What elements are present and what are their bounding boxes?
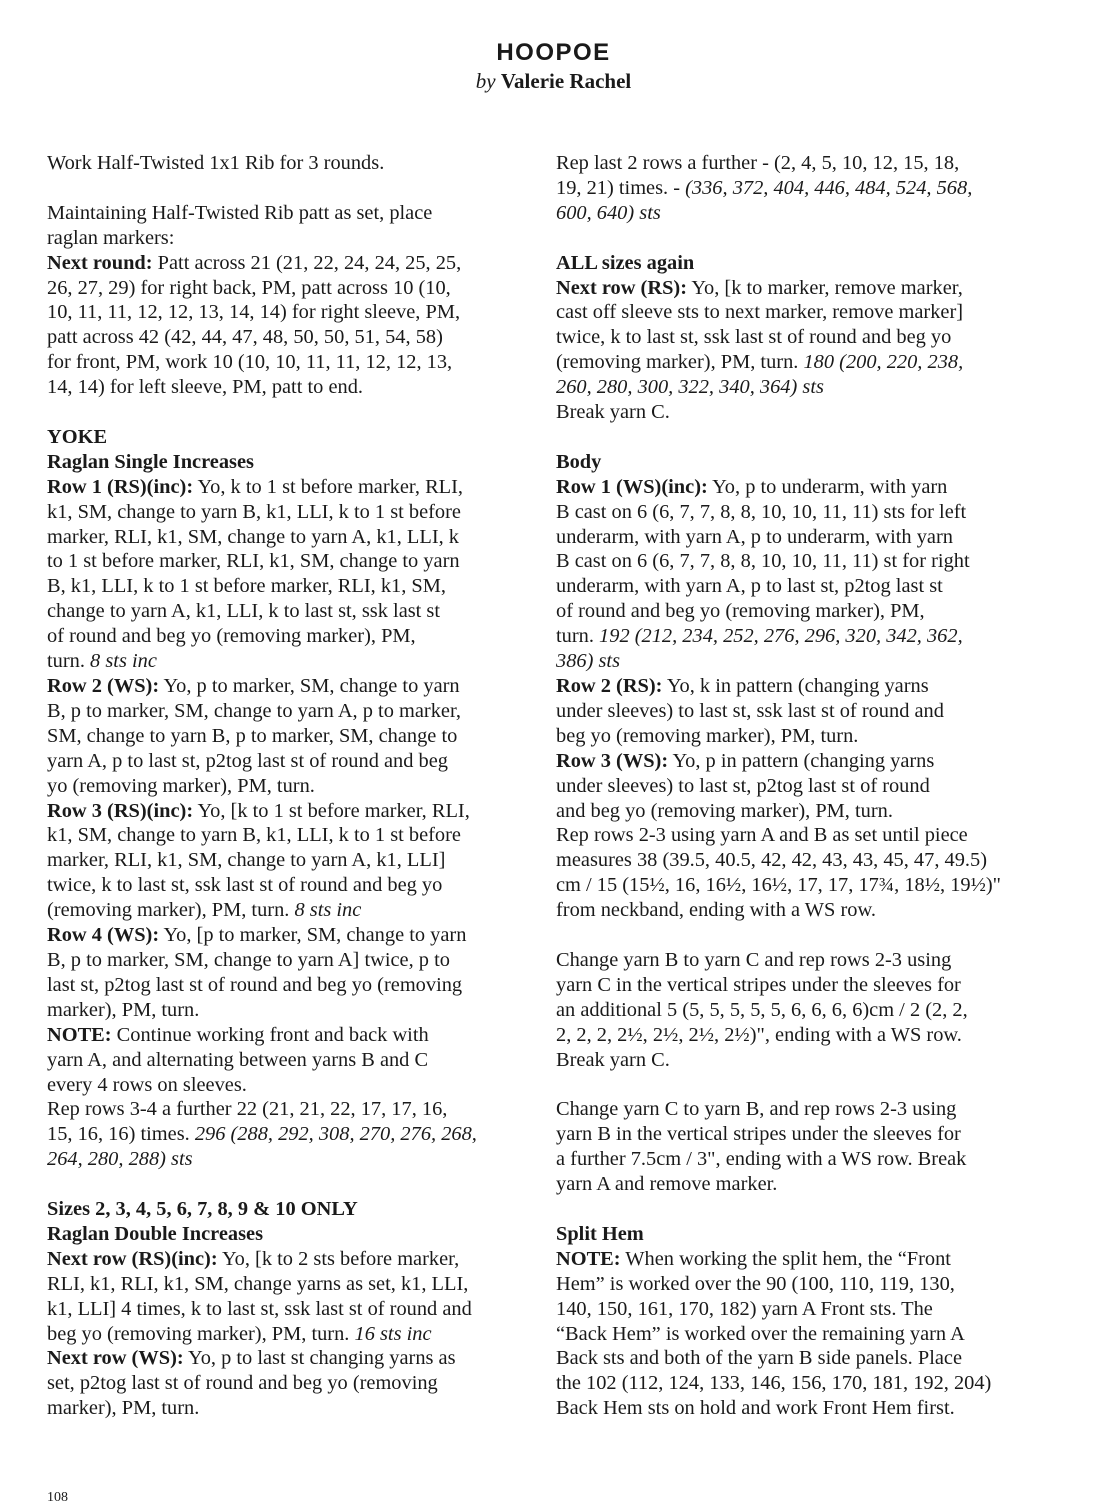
text-line	[47, 1346, 535, 1371]
text-line	[47, 649, 535, 674]
right-column	[556, 151, 1046, 1421]
rib-instruction	[47, 151, 535, 176]
row-text: Patt across 21 (21, 22, 24, 24, 25, 25,	[152, 251, 462, 274]
text-line: beg yo (removing marker), PM, turn.	[556, 724, 859, 747]
stitch-count: 296 (288, 292, 308, 270, 276, 268,	[194, 1123, 477, 1146]
text-line: Break yarn C.	[556, 401, 670, 424]
text-line: under sleeves) to last st, ssk last st of round and	[556, 699, 944, 722]
row-label: Next row (RS)(inc):	[47, 1247, 218, 1270]
row-text: Yo, p to underarm, with yarn	[707, 475, 948, 498]
text-line: Rep last 2 rows a further - (2, 4, 5, 10, 12, 15, 18,	[556, 152, 960, 174]
text-line	[47, 898, 535, 923]
section-heading: Sizes 2, 3, 4, 5, 6, 7, 8, 9 & 10 ONLY	[47, 1198, 358, 1221]
text-line: raglan markers:	[47, 226, 175, 249]
text-line: of round and beg yo (removing marker), PM,	[556, 600, 925, 623]
text-line: patt across 42 (42, 44, 47, 48, 50, 50, 51, 54, 58)	[47, 326, 443, 349]
text-line: a further 7.5cm / 3", ending with a WS row. Break	[556, 1148, 967, 1171]
text-line	[556, 475, 1046, 500]
row-text: Yo, p to marker, SM, change to yarn	[159, 675, 460, 697]
row-text: Yo, [k to 1 st before marker, RLI,	[193, 799, 470, 822]
page-number: 108	[47, 1490, 68, 1505]
text-line: marker), PM, turn.	[47, 1397, 200, 1420]
text-line: Back sts and both of the yarn B side panels. Place	[556, 1347, 963, 1370]
pattern-title: HOOPOE	[496, 39, 611, 66]
note-text: When working the split hem, the “Front	[620, 1247, 951, 1270]
page-header	[0, 38, 1107, 94]
text-line: yarn C in the vertical stripes under the sleeves for	[556, 973, 961, 996]
text-line: the 102 (112, 124, 133, 146, 156, 170, 181, 192, 204)	[556, 1372, 992, 1395]
section-heading: ALL sizes again	[556, 251, 695, 274]
text-line: last st, p2tog last st of round and beg yo (removing	[47, 973, 463, 996]
section-heading: Split Hem	[556, 1222, 644, 1245]
change-c-to-b	[556, 1097, 1046, 1197]
text-line	[47, 1122, 535, 1147]
note-text: Continue working front and back with	[111, 1023, 429, 1046]
text-line: 26, 27, 29) for right back, PM, patt across 10 (10,	[47, 276, 451, 299]
stitch-count: (336, 372, 404, 446, 484, 524, 568,	[685, 176, 973, 199]
section-heading: YOKE	[47, 425, 108, 448]
text-line	[556, 674, 1046, 699]
section-heading: Body	[556, 450, 602, 473]
text-line: SM, change to yarn B, p to marker, SM, change to	[47, 724, 458, 747]
text-line	[556, 276, 1046, 301]
row-text: 15, 16, 16) times.	[47, 1123, 195, 1146]
text-line: twice, k to last st, ssk last st of round and beg yo	[47, 874, 443, 897]
repeat-section	[556, 151, 1046, 226]
text-line: Change yarn C to yarn B, and rep rows 2-3 using	[556, 1098, 957, 1121]
row-text: Yo, p in pattern (changing yarns	[668, 749, 935, 772]
stitch-count: 386) sts	[556, 650, 621, 673]
text-line: yarn A, p to last st, p2tog last st of round and beg	[47, 749, 448, 772]
text-line: B, k1, LLI, k to 1 st before marker, RLI, k1, SM,	[47, 575, 447, 598]
text-line: marker), PM, turn.	[47, 998, 200, 1021]
text-line	[47, 799, 535, 824]
text-line: marker, RLI, k1, SM, change to yarn A, k1, LLI]	[47, 849, 446, 872]
text-line: k1, LLI] 4 times, k to last st, ssk last st of round and	[47, 1297, 472, 1320]
text-line: from neckband, ending with a WS row.	[556, 899, 876, 922]
text-line: Rep rows 3-4 a further 22 (21, 21, 22, 17, 17, 16,	[47, 1098, 448, 1121]
text-line: Maintaining Half-Twisted Rib patt as set, place	[47, 201, 433, 224]
row-text: Yo, [k to 2 sts before marker,	[217, 1247, 460, 1270]
text-line: Change yarn B to yarn C and rep rows 2-3 using	[556, 948, 952, 971]
text-line: B cast on 6 (6, 7, 7, 8, 8, 10, 10, 11, 11) st for right	[556, 550, 970, 573]
stitch-count: 260, 280, 300, 322, 340, 364) sts	[556, 376, 824, 399]
text-line: underarm, with yarn A, p to last st, p2tog last st	[556, 575, 943, 598]
text-line	[47, 1247, 535, 1272]
row-text: beg yo (removing marker), PM, turn.	[47, 1322, 355, 1345]
text-line: k1, SM, change to yarn B, k1, LLI, k to 1 st before	[47, 824, 461, 847]
byline-by: by	[475, 69, 496, 93]
text-line: every 4 rows on sleeves.	[47, 1073, 247, 1096]
note-label: NOTE:	[556, 1247, 621, 1270]
yoke-section	[47, 425, 535, 1172]
text-line: yarn A and remove marker.	[556, 1173, 778, 1196]
row-label: Next round:	[47, 251, 153, 274]
row-text: (removing marker), PM, turn.	[47, 899, 295, 922]
text-line: yarn A, and alternating between yarns B and C	[47, 1048, 429, 1071]
text-line	[47, 251, 535, 276]
note-label: NOTE:	[47, 1023, 112, 1046]
author-name: Valerie Rachel	[500, 69, 632, 93]
text-line: underarm, with yarn A, p to underarm, with yarn	[556, 525, 953, 548]
subsection-heading: Raglan Single Increases	[47, 450, 254, 473]
stitch-count: 180 (200, 220, 238,	[803, 351, 964, 374]
row-label: Row 4 (WS):	[47, 924, 160, 947]
text-line: k1, SM, change to yarn B, k1, LLI, k to 1 st before	[47, 500, 461, 523]
stitch-count: 600, 640) sts	[556, 201, 661, 224]
row-text: Yo, k in pattern (changing yarns	[662, 675, 929, 697]
text-line: twice, k to last st, ssk last st of round and beg yo	[556, 326, 952, 349]
text-line: Back Hem sts on hold and work Front Hem first.	[556, 1397, 955, 1420]
row-label: Row 2 (WS):	[47, 675, 160, 697]
raglan-marker-section	[47, 201, 535, 400]
text-line	[47, 475, 535, 500]
row-text: turn.	[47, 650, 91, 673]
byline	[0, 68, 1107, 94]
text-line: under sleeves) to last st, p2tog last st of round	[556, 774, 930, 797]
row-text: Yo, [k to marker, remove marker,	[687, 276, 963, 299]
all-sizes-section	[556, 251, 1046, 425]
stitch-count: 192 (212, 234, 252, 276, 296, 320, 342, 362,	[599, 625, 963, 648]
text-line	[556, 1247, 1046, 1272]
text-line: and beg yo (removing marker), PM, turn.	[556, 799, 893, 822]
text-line: B cast on 6 (6, 7, 7, 8, 8, 10, 10, 11, 11) sts for left	[556, 500, 967, 523]
row-text: Yo, [p to marker, SM, change to yarn	[159, 924, 467, 947]
text-line: change to yarn A, k1, LLI, k to last st, ssk last st	[47, 600, 441, 623]
text-line: Break yarn C.	[556, 1048, 670, 1071]
row-label: Next row (RS):	[556, 276, 687, 299]
text-line: for front, PM, work 10 (10, 10, 11, 11, 12, 12, 13,	[47, 351, 453, 374]
subsection-heading: Raglan Double Increases	[47, 1222, 264, 1245]
text-line: Rep rows 2-3 using yarn A and B as set until piece	[556, 824, 968, 847]
text-line: to 1 st before marker, RLI, k1, SM, change to yarn	[47, 550, 460, 573]
text-line	[47, 1023, 535, 1048]
split-hem-section	[556, 1222, 1046, 1421]
text-line: RLI, k1, RLI, k1, SM, change yarns as set, k1, LLI,	[47, 1272, 469, 1295]
left-column	[47, 151, 535, 1421]
body-section	[556, 450, 1046, 923]
row-text: 19, 21) times. -	[556, 176, 686, 199]
text-line	[47, 1322, 535, 1347]
text-line: Work Half-Twisted 1x1 Rib for 3 rounds.	[47, 152, 385, 174]
text-line: an additional 5 (5, 5, 5, 5, 5, 6, 6, 6, 6)cm / 2 (2, 2,	[556, 998, 968, 1021]
text-line: measures 38 (39.5, 40.5, 42, 42, 43, 43, 45, 47, 49.5)	[556, 849, 987, 872]
row-label: Row 3 (WS):	[556, 749, 669, 772]
row-label: Row 2 (RS):	[556, 675, 663, 697]
text-line: cm / 15 (15½, 16, 16½, 16½, 17, 17, 17¾, 18½, 19½)"	[556, 874, 1001, 897]
text-line: “Back Hem” is worked over the remaining yarn A	[556, 1322, 965, 1345]
text-line: of round and beg yo (removing marker), PM,	[47, 625, 416, 648]
text-line: Hem” is worked over the 90 (100, 110, 119, 130,	[556, 1272, 955, 1295]
raglan-double-section	[47, 1197, 535, 1421]
row-text: Yo, k to 1 st before marker, RLI,	[193, 475, 464, 498]
text-line: cast off sleeve sts to next marker, remove marker]	[556, 301, 964, 324]
text-line	[47, 923, 535, 948]
row-label: Row 3 (RS)(inc):	[47, 799, 194, 822]
text-line: marker, RLI, k1, SM, change to yarn A, k1, LLI, k	[47, 525, 460, 548]
text-line	[47, 674, 535, 699]
text-line: yarn B in the vertical stripes under the sleeves for	[556, 1123, 961, 1146]
text-line	[556, 624, 1046, 649]
row-label: Row 1 (RS)(inc):	[47, 475, 194, 498]
change-b-to-c	[556, 948, 1046, 1073]
stitch-count: 8 sts inc	[294, 899, 362, 922]
text-line: B, p to marker, SM, change to yarn A] twice, p to	[47, 948, 450, 971]
text-line: 10, 11, 11, 12, 12, 13, 14, 14) for right sleeve, PM,	[47, 301, 461, 324]
text-line	[556, 749, 1046, 774]
stitch-count: 16 sts inc	[354, 1322, 432, 1345]
row-label: Next row (WS):	[47, 1347, 184, 1370]
stitch-count: 264, 280, 288) sts	[47, 1148, 193, 1171]
stitch-count: 8 sts inc	[90, 650, 157, 673]
row-text: Yo, p to last st changing yarns as	[183, 1347, 456, 1370]
text-line	[556, 176, 1046, 201]
row-text: (removing marker), PM, turn.	[556, 351, 804, 374]
text-line: set, p2tog last st of round and beg yo (removing	[47, 1372, 438, 1395]
text-line: 140, 150, 161, 170, 182) yarn A Front sts. The	[556, 1297, 933, 1320]
text-line: B, p to marker, SM, change to yarn A, p to marker,	[47, 699, 462, 722]
row-label: Row 1 (WS)(inc):	[556, 475, 708, 498]
row-text: turn.	[556, 625, 600, 648]
text-line	[556, 350, 1046, 375]
text-line: 2, 2, 2, 2½, 2½, 2½, 2½)", ending with a WS row.	[556, 1023, 962, 1046]
text-line: yo (removing marker), PM, turn.	[47, 774, 315, 797]
text-line: 14, 14) for left sleeve, PM, patt to end.	[47, 376, 363, 399]
